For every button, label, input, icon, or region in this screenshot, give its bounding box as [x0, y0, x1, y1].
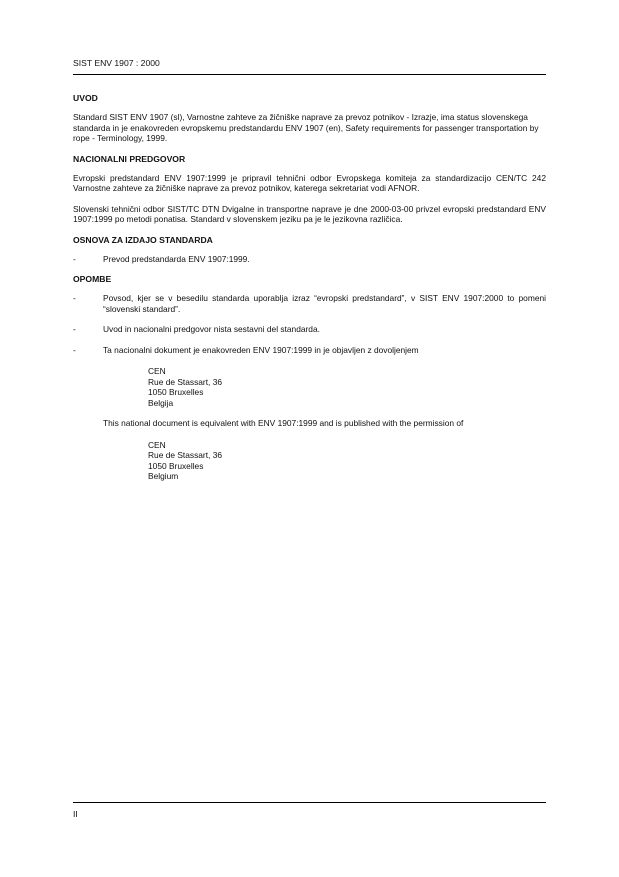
- predgovor-heading: NACIONALNI PREDGOVOR: [73, 153, 186, 164]
- address-line: Rue de Stassart, 36: [148, 376, 223, 387]
- opombe-heading: OPOMBE: [73, 274, 112, 284]
- opombe-list-item-1: [73, 293, 546, 314]
- page-content: [73, 93, 546, 492]
- uvod-text: Standard SIST ENV 1907 (sl), Varnostne zahteve za žičniške naprave za prevoz potnikov - Izrazje, ima status slovenskega standarda in je enakovreden evropskemu predstandardu ENV 1907 (en), Safety requirements for passenger transportation by rope - Terminology, 1999.: [73, 112, 539, 143]
- document-id: SIST ENV 1907 : 2000: [73, 58, 160, 68]
- address-line: Belgium: [148, 471, 179, 481]
- address-block-sl: [148, 366, 546, 408]
- page-number: II: [73, 809, 78, 819]
- osnova-heading: OSNOVA ZA IZDAJO STANDARDA: [73, 234, 213, 245]
- dash-marker: -: [73, 344, 76, 355]
- opombe-list-item-3: [73, 345, 546, 356]
- address-line: CEN: [148, 366, 166, 376]
- address-line: 1050 Bruxelles: [148, 460, 204, 471]
- address-line: Belgija: [148, 397, 174, 408]
- predgovor-paragraph-1: Evropski predstandard ENV 1907:1999 je pripravil tehnični odbor Evropskega komiteja za standardizacijo CEN/TC 242 Varnostne zahteve za žičniške naprave za prevoz potnikov, katerega sekretariat vodi AFNOR.: [73, 172, 546, 193]
- osnova-item-text: Prevod predstandarda ENV 1907:1999.: [103, 253, 250, 264]
- opombe-item-2-text: Uvod in nacionalni predgovor nista sestavni del standarda.: [103, 324, 320, 334]
- page-header: [73, 58, 546, 75]
- osnova-list-item: [73, 254, 546, 265]
- address-line: CEN: [148, 439, 166, 450]
- address-line: 1050 Bruxelles: [148, 387, 204, 397]
- address-block-en: [148, 440, 546, 482]
- predgovor-paragraph-2: Slovenski tehnični odbor SIST/TC DTN Dvigalne in transportne naprave je dne 2000-03-00 privzel evropski predstandard ENV 1907:1999 po metodi ponatisa. Standard v slovenskem jeziku pa je le jezikovna različica.: [73, 203, 546, 224]
- page-footer: [73, 802, 546, 819]
- dash-marker: -: [73, 253, 76, 264]
- dash-marker: -: [73, 293, 76, 303]
- opombe-item-1-text: Povsod, kjer se v besedilu standarda uporablja izraz “evropski predstandard”, v SIST ENV 1907:2000 to pomeni “slovenski standard”.: [103, 293, 546, 314]
- uvod-heading: UVOD: [73, 93, 98, 103]
- english-note: This national document is equivalent with ENV 1907:1999 and is published with the permission of: [103, 418, 464, 428]
- address-line: Rue de Stassart, 36: [148, 450, 223, 460]
- dash-marker: -: [73, 324, 76, 334]
- opombe-list-item-2: [73, 324, 546, 335]
- opombe-item-3-text: Ta nacionalni dokument je enakovreden ENV 1907:1999 in je objavljen z dovoljenjem: [103, 344, 419, 355]
